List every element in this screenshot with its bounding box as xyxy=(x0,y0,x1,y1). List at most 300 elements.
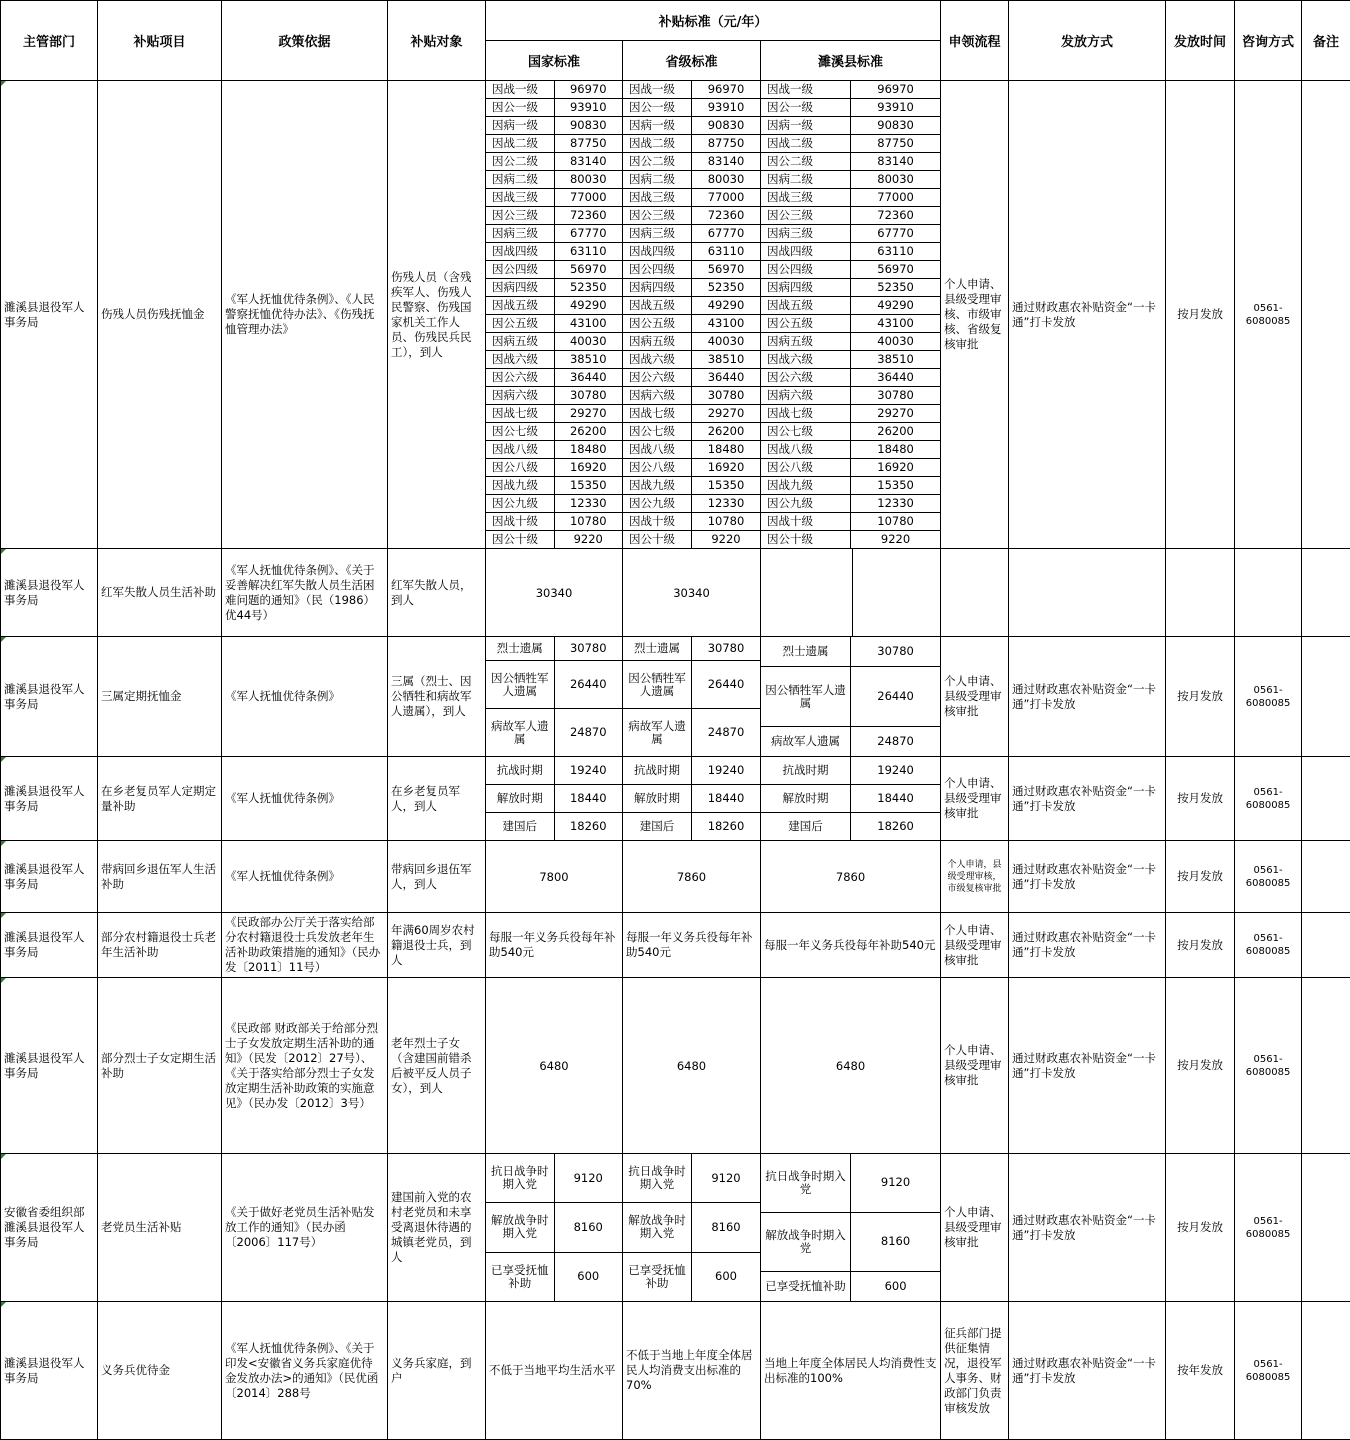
grade-value: 29270 xyxy=(554,404,622,422)
grade-row xyxy=(761,170,940,188)
grade-value: 90830 xyxy=(554,116,622,134)
grade-label: 已享受抚恤补助 xyxy=(761,1271,851,1301)
grade-value: 90830 xyxy=(851,116,941,134)
process-cell: 个人申请、县级受理审核、市级审核、省级复核审批 xyxy=(941,81,1009,549)
grade-row xyxy=(761,757,940,784)
grade-value: 24870 xyxy=(554,709,622,756)
grade-row xyxy=(486,813,622,840)
grade-value: 18440 xyxy=(851,784,941,812)
grade-label: 因病一级 xyxy=(486,116,554,134)
grade-value: 29270 xyxy=(692,404,761,422)
grade-row xyxy=(486,512,622,530)
grade-label: 烈士遗属 xyxy=(623,637,692,661)
process-cell: 个人申请、县级受理审核审批 xyxy=(941,1154,1009,1302)
grade-row xyxy=(623,386,760,404)
provincial-grades xyxy=(623,637,761,757)
grade-value: 49290 xyxy=(554,296,622,314)
time-cell: 按月发放 xyxy=(1166,757,1235,841)
grade-row xyxy=(623,1203,760,1253)
grade-value: 9220 xyxy=(851,530,941,548)
grade-value: 26200 xyxy=(851,422,941,440)
grade-label: 因战二级 xyxy=(486,134,554,152)
grade-row xyxy=(623,422,760,440)
grade-label: 因战三级 xyxy=(486,188,554,206)
provincial-standard: 不低于当地上年度全体居民人均消费支出标准的70% xyxy=(623,1302,761,1440)
policy-cell: 《军人抚恤优待条例》 xyxy=(222,757,388,841)
grade-label: 因战五级 xyxy=(486,296,554,314)
grade-value: 29270 xyxy=(851,404,941,422)
item-cell: 老党员生活补贴 xyxy=(98,1154,222,1302)
grade-label: 因病四级 xyxy=(761,278,851,296)
grade-row xyxy=(486,661,622,709)
grade-label: 解放战争时期入党 xyxy=(623,1203,692,1253)
table-row xyxy=(1,1154,1350,1302)
target-cell: 三属（烈士、因公牺牲和病故军人遗属），到人 xyxy=(388,637,486,757)
grade-value: 87750 xyxy=(692,134,761,152)
time-cell: 按月发放 xyxy=(1166,978,1235,1154)
method-cell: 通过财政惠农补贴资金“一卡通”打卡发放 xyxy=(1009,1302,1166,1440)
grade-value: 52350 xyxy=(851,278,941,296)
grade-row xyxy=(761,314,940,332)
grade-row xyxy=(761,224,940,242)
grade-value: 26200 xyxy=(692,422,761,440)
grade-label: 因战四级 xyxy=(623,242,692,260)
national-grades xyxy=(486,81,623,549)
dept-cell: 濉溪县退役军人事务局 xyxy=(1,1302,98,1440)
grade-label: 因病二级 xyxy=(761,170,851,188)
grade-value: 10780 xyxy=(554,512,622,530)
grade-row xyxy=(486,1203,622,1253)
grade-row xyxy=(623,152,760,170)
grade-row xyxy=(623,134,760,152)
grade-row xyxy=(623,757,760,784)
grade-value: 96970 xyxy=(692,81,761,98)
grade-value: 9220 xyxy=(692,530,761,548)
grade-table xyxy=(486,1154,622,1301)
grade-label: 病故军人遗属 xyxy=(623,709,692,756)
grade-value: 67770 xyxy=(554,224,622,242)
grade-row xyxy=(486,98,622,116)
grade-value: 77000 xyxy=(851,188,941,206)
grade-value: 72360 xyxy=(851,206,941,224)
grade-row xyxy=(761,116,940,134)
grade-label: 因公十级 xyxy=(486,530,554,548)
grade-value: 12330 xyxy=(851,494,941,512)
grade-row xyxy=(761,530,940,548)
grade-label: 因公十级 xyxy=(623,530,692,548)
county-standard: 6480 xyxy=(761,978,941,1154)
note-cell xyxy=(1302,913,1350,978)
grade-row xyxy=(486,422,622,440)
grade-row xyxy=(623,278,760,296)
grade-row xyxy=(486,314,622,332)
grade-label: 已享受抚恤补助 xyxy=(623,1252,692,1301)
target-cell: 带病回乡退伍军人，到人 xyxy=(388,841,486,913)
method-cell: 通过财政惠农补贴资金“一卡通”打卡发放 xyxy=(1009,841,1166,913)
grade-label: 因战九级 xyxy=(486,476,554,494)
time-cell xyxy=(1166,549,1235,637)
grade-row xyxy=(486,260,622,278)
grade-table xyxy=(486,637,622,756)
table-row xyxy=(1,913,1350,978)
grade-value: 18260 xyxy=(851,813,941,840)
grade-row xyxy=(623,296,760,314)
provincial-grades xyxy=(623,81,761,549)
grade-label: 因战二级 xyxy=(623,134,692,152)
grade-value: 36440 xyxy=(851,368,941,386)
grade-value: 8160 xyxy=(554,1203,622,1253)
method-cell: 通过财政惠农补贴资金“一卡通”打卡发放 xyxy=(1009,81,1166,549)
grade-label: 因公二级 xyxy=(761,152,851,170)
grade-label: 烈士遗属 xyxy=(486,637,554,661)
grade-value: 72360 xyxy=(554,206,622,224)
grade-row xyxy=(623,206,760,224)
grade-label: 因病一级 xyxy=(761,116,851,134)
grade-label: 因公四级 xyxy=(486,260,554,278)
policy-cell: 《军人抚恤优待条例》 xyxy=(222,637,388,757)
grade-label: 因病三级 xyxy=(486,224,554,242)
note-cell xyxy=(1302,757,1350,841)
grade-label: 抗日战争时期入党 xyxy=(761,1154,851,1212)
grade-value: 93910 xyxy=(851,98,941,116)
grade-table xyxy=(761,637,940,756)
grade-row xyxy=(761,296,940,314)
grade-row xyxy=(623,332,760,350)
dept-cell: 安徽省委组织部濉溪县退役军人事务局 xyxy=(1,1154,98,1302)
contact-cell: 0561-6080085 xyxy=(1235,913,1302,978)
grade-label: 解放战争时期入党 xyxy=(486,1203,554,1253)
grade-row xyxy=(623,637,760,661)
grade-label: 因公一级 xyxy=(486,98,554,116)
grade-value: 90830 xyxy=(692,116,761,134)
grade-value: 36440 xyxy=(692,368,761,386)
grade-row xyxy=(623,709,760,756)
grade-value: 15350 xyxy=(554,476,622,494)
dept-cell: 濉溪县退役军人事务局 xyxy=(1,549,98,637)
grade-value: 24870 xyxy=(851,726,941,756)
grade-label: 因公八级 xyxy=(486,458,554,476)
grade-row xyxy=(486,206,622,224)
grade-label: 已享受抚恤补助 xyxy=(486,1252,554,1301)
provincial-standard: 每服一年义务兵役每年补助540元 xyxy=(623,913,761,978)
grade-row xyxy=(486,404,622,422)
grade-label: 因病六级 xyxy=(623,386,692,404)
process-cell: 个人申请，县级受理审核，市级复核审批 xyxy=(941,841,1009,913)
note-cell xyxy=(1302,1302,1350,1440)
grade-row xyxy=(761,98,940,116)
grade-row xyxy=(623,458,760,476)
target-cell: 红军失散人员，到人 xyxy=(388,549,486,637)
grade-table xyxy=(623,1154,760,1301)
item-cell: 部分农村籍退役士兵老年生活补助 xyxy=(98,913,222,978)
grade-value: 600 xyxy=(851,1271,941,1301)
grade-label: 因战八级 xyxy=(761,440,851,458)
grade-label: 因战八级 xyxy=(486,440,554,458)
grade-row xyxy=(761,637,940,667)
grade-row xyxy=(761,386,940,404)
grade-value: 36440 xyxy=(554,368,622,386)
grade-value: 96970 xyxy=(851,81,941,98)
grade-row xyxy=(486,188,622,206)
grade-row xyxy=(623,813,760,840)
item-cell: 部分烈士子女定期生活补助 xyxy=(98,978,222,1154)
grade-label: 因病五级 xyxy=(486,332,554,350)
grade-row xyxy=(761,1212,940,1271)
grade-label: 因公十级 xyxy=(761,530,851,548)
grade-row xyxy=(761,1154,940,1212)
grade-value: 18440 xyxy=(692,784,761,812)
grade-label: 因战五级 xyxy=(623,296,692,314)
grade-row xyxy=(623,1154,760,1203)
item-cell: 伤残人员伤残抚恤金 xyxy=(98,81,222,549)
contact-cell: 0561-6080085 xyxy=(1235,637,1302,757)
contact-cell: 0561-6080085 xyxy=(1235,757,1302,841)
grade-value: 56970 xyxy=(554,260,622,278)
county-standard: 7860 xyxy=(761,841,941,913)
table-row xyxy=(1,81,1350,549)
grade-value: 96970 xyxy=(554,81,622,98)
grade-label: 因公九级 xyxy=(486,494,554,512)
grade-label: 抗战时期 xyxy=(761,757,851,784)
grade-value: 80030 xyxy=(692,170,761,188)
grade-label: 因公五级 xyxy=(761,314,851,332)
grade-label: 因病五级 xyxy=(623,332,692,350)
grade-table xyxy=(761,81,940,548)
grade-label: 因战七级 xyxy=(623,404,692,422)
grade-label: 解放时期 xyxy=(761,784,851,812)
item-cell: 三属定期抚恤金 xyxy=(98,637,222,757)
header-item: 补贴项目 xyxy=(98,1,222,81)
grade-label: 因战九级 xyxy=(623,476,692,494)
grade-label: 因战八级 xyxy=(623,440,692,458)
grade-label: 因战三级 xyxy=(623,188,692,206)
grade-label: 建国后 xyxy=(623,813,692,840)
target-cell: 伤残人员（含残疾军人、伤残人民警察、伤残国家机关工作人员、伤残民兵民工），到人 xyxy=(388,81,486,549)
target-cell: 义务兵家庭，到户 xyxy=(388,1302,486,1440)
target-cell: 老年烈士子女（含建国前错杀后被平反人员子女），到人 xyxy=(388,978,486,1154)
grade-value: 30780 xyxy=(554,637,622,661)
target-cell: 年满60周岁农村籍退役士兵，到人 xyxy=(388,913,486,978)
grade-label: 因公一级 xyxy=(623,98,692,116)
grade-label: 因公六级 xyxy=(486,368,554,386)
grade-row xyxy=(761,476,940,494)
grade-value: 38510 xyxy=(554,350,622,368)
grade-value: 8160 xyxy=(851,1212,941,1271)
grade-row xyxy=(623,512,760,530)
grade-label: 因公六级 xyxy=(761,368,851,386)
grade-value: 26440 xyxy=(554,661,622,709)
provincial-standard: 7860 xyxy=(623,841,761,913)
table-row xyxy=(1,1302,1350,1440)
grade-row xyxy=(623,242,760,260)
grade-label: 建国后 xyxy=(761,813,851,840)
grade-row xyxy=(623,188,760,206)
national-standard: 7800 xyxy=(486,841,623,913)
time-cell: 按月发放 xyxy=(1166,81,1235,549)
grade-value: 10780 xyxy=(851,512,941,530)
grade-value: 12330 xyxy=(692,494,761,512)
grade-label: 因战十级 xyxy=(486,512,554,530)
grade-row xyxy=(623,476,760,494)
grade-label: 因公四级 xyxy=(761,260,851,278)
grade-label: 因公二级 xyxy=(623,152,692,170)
grade-value: 18440 xyxy=(554,784,622,812)
grade-row xyxy=(623,661,760,709)
grade-table xyxy=(486,757,622,840)
grade-value: 87750 xyxy=(851,134,941,152)
target-cell: 在乡老复员军人，到人 xyxy=(388,757,486,841)
grade-value: 80030 xyxy=(554,170,622,188)
grade-label: 抗战时期 xyxy=(623,757,692,784)
grade-label: 病故军人遗属 xyxy=(486,709,554,756)
grade-value: 600 xyxy=(692,1252,761,1301)
grade-value: 9120 xyxy=(851,1154,941,1212)
contact-cell: 0561-6080085 xyxy=(1235,1302,1302,1440)
policy-cell: 《军人抚恤优待条例》、《关于妥善解决红军失散人员生活困难问题的通知》（民（1986）优44号） xyxy=(222,549,388,637)
note-cell xyxy=(1302,978,1350,1154)
grade-row xyxy=(623,368,760,386)
grade-label: 因病六级 xyxy=(486,386,554,404)
time-cell: 按年发放 xyxy=(1166,1302,1235,1440)
grade-value: 600 xyxy=(554,1252,622,1301)
grade-row xyxy=(486,134,622,152)
grade-value: 38510 xyxy=(692,350,761,368)
grade-label: 抗战时期 xyxy=(486,757,554,784)
grade-value: 30780 xyxy=(554,386,622,404)
grade-label: 因公八级 xyxy=(761,458,851,476)
item-cell: 义务兵优待金 xyxy=(98,1302,222,1440)
grade-value: 26440 xyxy=(692,661,761,709)
grade-row xyxy=(761,134,940,152)
grade-value: 9120 xyxy=(554,1154,622,1203)
grade-label: 因病三级 xyxy=(761,224,851,242)
grade-row xyxy=(761,152,940,170)
county-standard xyxy=(761,549,853,637)
header-county: 濉溪县标准 xyxy=(761,41,941,81)
grade-row xyxy=(486,350,622,368)
policy-cell: 《军人抚恤优待条例》 xyxy=(222,841,388,913)
method-cell: 通过财政惠农补贴资金“一卡通”打卡发放 xyxy=(1009,757,1166,841)
item-cell: 带病回乡退伍军人生活补助 xyxy=(98,841,222,913)
grade-value: 18260 xyxy=(554,813,622,840)
national-standard: 30340 xyxy=(486,549,623,637)
grade-row xyxy=(623,98,760,116)
grade-label: 抗日战争时期入党 xyxy=(486,1154,554,1203)
grade-row xyxy=(761,512,940,530)
grade-label: 因战一级 xyxy=(761,81,851,98)
grade-value: 15350 xyxy=(851,476,941,494)
grade-row xyxy=(486,332,622,350)
time-cell: 按月发放 xyxy=(1166,913,1235,978)
grade-row xyxy=(623,224,760,242)
policy-cell: 《关于做好老党员生活补贴发放工作的通知》（民办函〔2006〕117号） xyxy=(222,1154,388,1302)
grade-label: 因病五级 xyxy=(761,332,851,350)
grade-label: 因病六级 xyxy=(761,386,851,404)
grade-row xyxy=(486,368,622,386)
national-grades xyxy=(486,1154,623,1302)
grade-value: 9220 xyxy=(554,530,622,548)
grade-row xyxy=(623,350,760,368)
grade-value: 19240 xyxy=(692,757,761,784)
grade-row xyxy=(486,1252,622,1301)
grade-value: 49290 xyxy=(692,296,761,314)
provincial-standard: 30340 xyxy=(623,549,761,637)
header-national: 国家标准 xyxy=(486,41,623,81)
grade-value: 67770 xyxy=(692,224,761,242)
grade-value: 8160 xyxy=(692,1203,761,1253)
grade-value: 15350 xyxy=(692,476,761,494)
grade-row xyxy=(623,1252,760,1301)
grade-label: 因公八级 xyxy=(623,458,692,476)
grade-label: 病故军人遗属 xyxy=(761,726,851,756)
grade-label: 因公五级 xyxy=(623,314,692,332)
policy-cell: 《民政部 财政部关于给部分烈士子女发放定期生活补助的通知》（民发〔2012〕27号）、《关于落实给部分烈士子女发放定期生活补助政策的实施意见》（民办发〔2012〕3号） xyxy=(222,978,388,1154)
grade-label: 因战五级 xyxy=(761,296,851,314)
header-process: 申领流程 xyxy=(941,1,1009,81)
grade-label: 因战一级 xyxy=(486,81,554,98)
grade-label: 因病二级 xyxy=(623,170,692,188)
grade-label: 解放时期 xyxy=(623,784,692,812)
grade-value: 93910 xyxy=(692,98,761,116)
provincial-standard: 6480 xyxy=(623,978,761,1154)
grade-label: 因公七级 xyxy=(623,422,692,440)
grade-row xyxy=(486,458,622,476)
grade-value: 43100 xyxy=(692,314,761,332)
dept-cell: 濉溪县退役军人事务局 xyxy=(1,978,98,1154)
item-cell: 在乡老复员军人定期定量补助 xyxy=(98,757,222,841)
process-cell: 个人申请、县级受理审核审批 xyxy=(941,913,1009,978)
grade-value: 16920 xyxy=(692,458,761,476)
process-cell: 个人申请、县级受理审核审批 xyxy=(941,757,1009,841)
contact-cell: 0561-6080085 xyxy=(1235,81,1302,549)
grade-row xyxy=(761,1271,940,1301)
header-note: 备注 xyxy=(1302,1,1350,81)
item-cell: 红军失散人员生活补助 xyxy=(98,549,222,637)
grade-value: 18480 xyxy=(692,440,761,458)
table-row xyxy=(1,637,1350,757)
header-dept: 主管部门 xyxy=(1,1,98,81)
grade-label: 因公牺牲军人遗属 xyxy=(486,661,554,709)
grade-value: 40030 xyxy=(692,332,761,350)
header-provincial: 省级标准 xyxy=(623,41,761,81)
grade-row xyxy=(486,170,622,188)
header-time: 发放时间 xyxy=(1166,1,1235,81)
grade-row xyxy=(761,368,940,386)
grade-row xyxy=(761,188,940,206)
grade-value: 93910 xyxy=(554,98,622,116)
grade-table xyxy=(623,757,760,840)
grade-row xyxy=(486,1154,622,1203)
process-cell: 征兵部门提供征集情况，退役军人事务、财政部门负责审核发放 xyxy=(941,1302,1009,1440)
note-cell xyxy=(1302,841,1350,913)
grade-value: 80030 xyxy=(851,170,941,188)
grade-row xyxy=(623,116,760,134)
grade-value: 30780 xyxy=(692,386,761,404)
grade-row xyxy=(761,667,940,727)
header-target: 补贴对象 xyxy=(388,1,486,81)
grade-label: 因战十级 xyxy=(761,512,851,530)
grade-row xyxy=(486,476,622,494)
grade-value: 83140 xyxy=(554,152,622,170)
grade-label: 因战二级 xyxy=(761,134,851,152)
grade-row xyxy=(486,386,622,404)
contact-cell: 0561-6080085 xyxy=(1235,1154,1302,1302)
grade-value: 56970 xyxy=(851,260,941,278)
grade-label: 因公三级 xyxy=(486,206,554,224)
policy-cell: 《军人抚恤优待条例》、《人民警察抚恤优待办法》、《伤残抚恤管理办法》 xyxy=(222,81,388,549)
grade-label: 因战六级 xyxy=(486,350,554,368)
grade-value: 63110 xyxy=(851,242,941,260)
